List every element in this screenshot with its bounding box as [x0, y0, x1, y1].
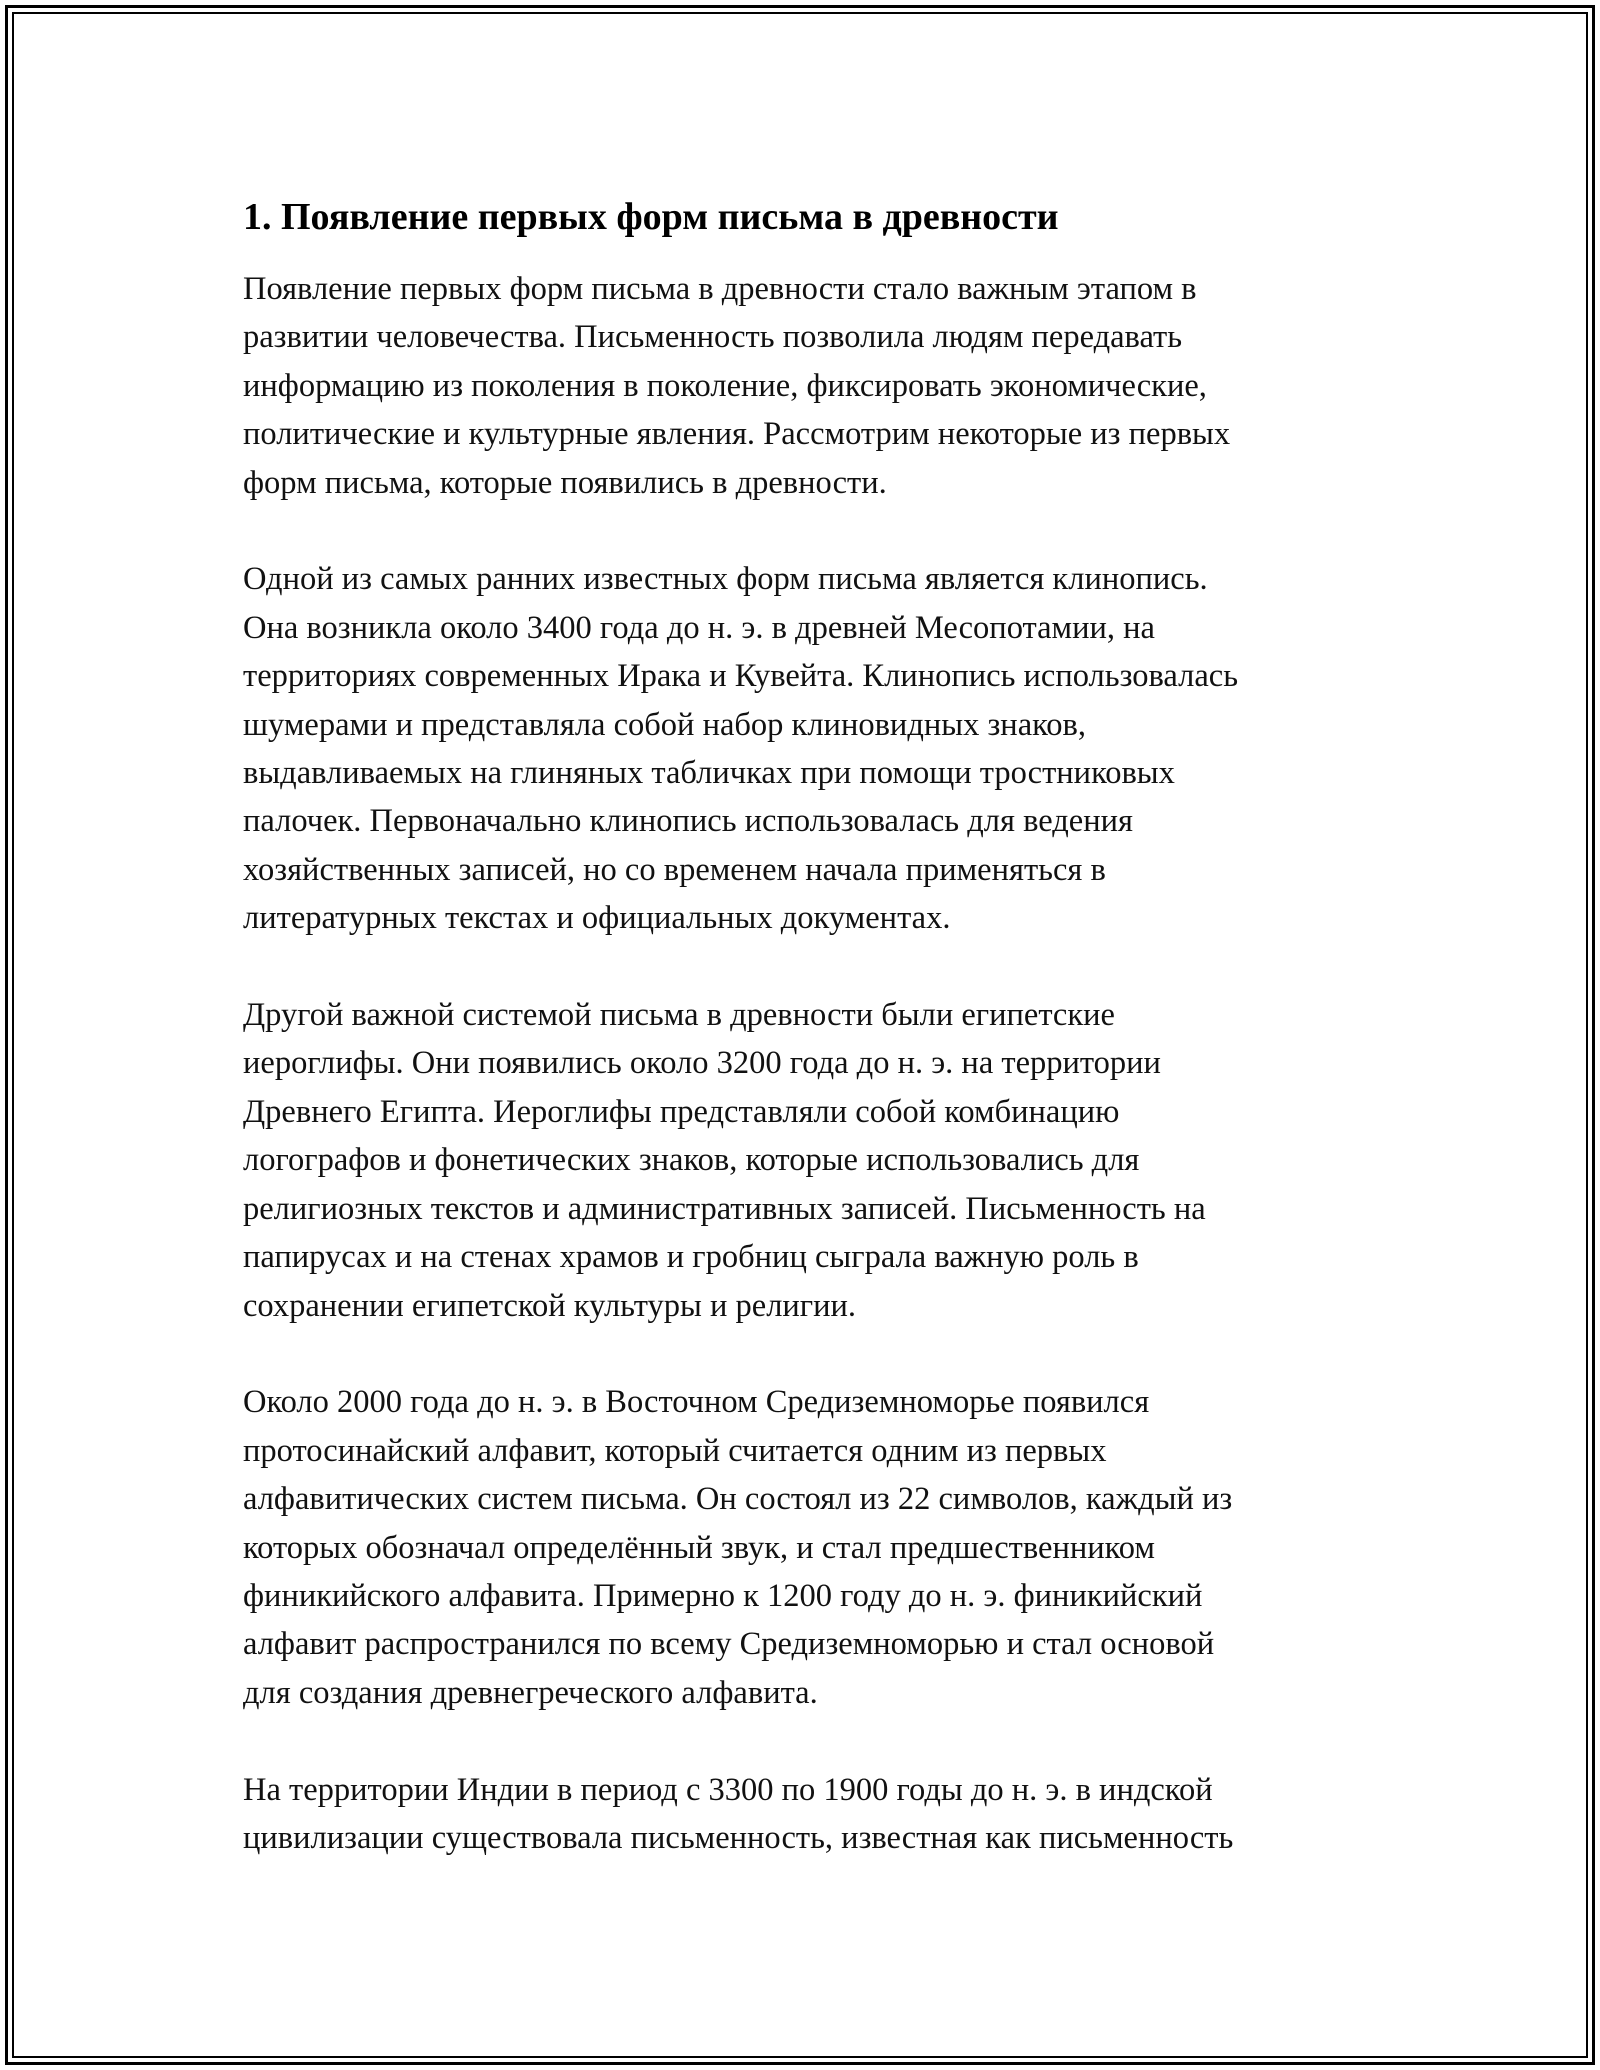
text-line: для создания древнегреческого алфавита. [243, 1674, 818, 1711]
text-line: Около 2000 года до н. э. в Восточном Средиземноморье появился [243, 1384, 1150, 1421]
text-line: политические и культурные явления. Рассмотрим некоторые из первых [243, 416, 1231, 453]
document-content [243, 193, 1393, 1911]
text-line: папирусах и на стенах храмов и гробниц сыграла важную роль в [243, 1239, 1139, 1276]
text-line: Она возникла около 3400 года до н. э. в древней Месопотамии, на [243, 609, 1155, 646]
text-line: протосинайский алфавит, который считается одним из первых [243, 1432, 1107, 1469]
text-line: хозяйственных записей, но со временем начала применяться в [243, 851, 1106, 888]
text-line: финикийского алфавита. Примерно к 1200 году до н. э. финикийский [243, 1577, 1203, 1614]
paragraph-indus [243, 1766, 1393, 1863]
paragraph-cuneiform [243, 555, 1393, 942]
text-line: цивилизации существовала письменность, известная как письменность [243, 1819, 1234, 1856]
text-line: логографов и фонетических знаков, которые использовались для [243, 1142, 1140, 1179]
text-line: На территории Индии в период с 3300 по 1900 годы до н. э. в индской [243, 1771, 1213, 1808]
text-line: литературных текстах и официальных документах. [243, 900, 951, 937]
paragraph-intro [243, 265, 1393, 507]
text-line: информацию из поколения в поколение, фиксировать экономические, [243, 367, 1207, 404]
page-frame [5, 5, 1595, 2065]
text-line: развитии человечества. Письменность позволила людям передавать [243, 319, 1183, 356]
text-line: шумерами и представляла собой набор клиновидных знаков, [243, 706, 1086, 743]
text-line: алфавитических систем письма. Он состоял из 22 символов, каждый из [243, 1481, 1233, 1518]
section-heading: 1. Появление первых форм письма в древности [243, 196, 1059, 238]
text-line: Древнего Египта. Иероглифы представляли собой комбинацию [243, 1093, 1120, 1130]
text-line: Одной из самых ранних известных форм письма является клинопись. [243, 561, 1208, 598]
text-line: выдавливаемых на глиняных табличках при помощи тростниковых [243, 755, 1175, 792]
text-line: которых обозначал определённый звук, и стал предшественником [243, 1529, 1155, 1566]
text-line: территориях современных Ирака и Кувейта. Клинопись использовалась [243, 658, 1239, 695]
text-line: алфавит распространился по всему Средиземноморью и стал основой [243, 1626, 1215, 1663]
text-line: форм письма, которые появились в древности. [243, 464, 887, 501]
text-line: религиозных текстов и административных записей. Письменность на [243, 1190, 1206, 1227]
text-line: Другой важной системой письма в древности были египетские [243, 997, 1115, 1034]
text-line: иероглифы. Они появились около 3200 года до н. э. на территории [243, 1045, 1161, 1082]
paragraph-hieroglyphs [243, 991, 1393, 1330]
text-line: Появление первых форм письма в древности стало важным этапом в [243, 271, 1197, 307]
text-line: палочек. Первоначально клинопись использовалась для ведения [243, 803, 1133, 840]
text-line: сохранении египетской культуры и религии. [243, 1287, 857, 1324]
paragraph-proto-sinaitic [243, 1378, 1393, 1717]
